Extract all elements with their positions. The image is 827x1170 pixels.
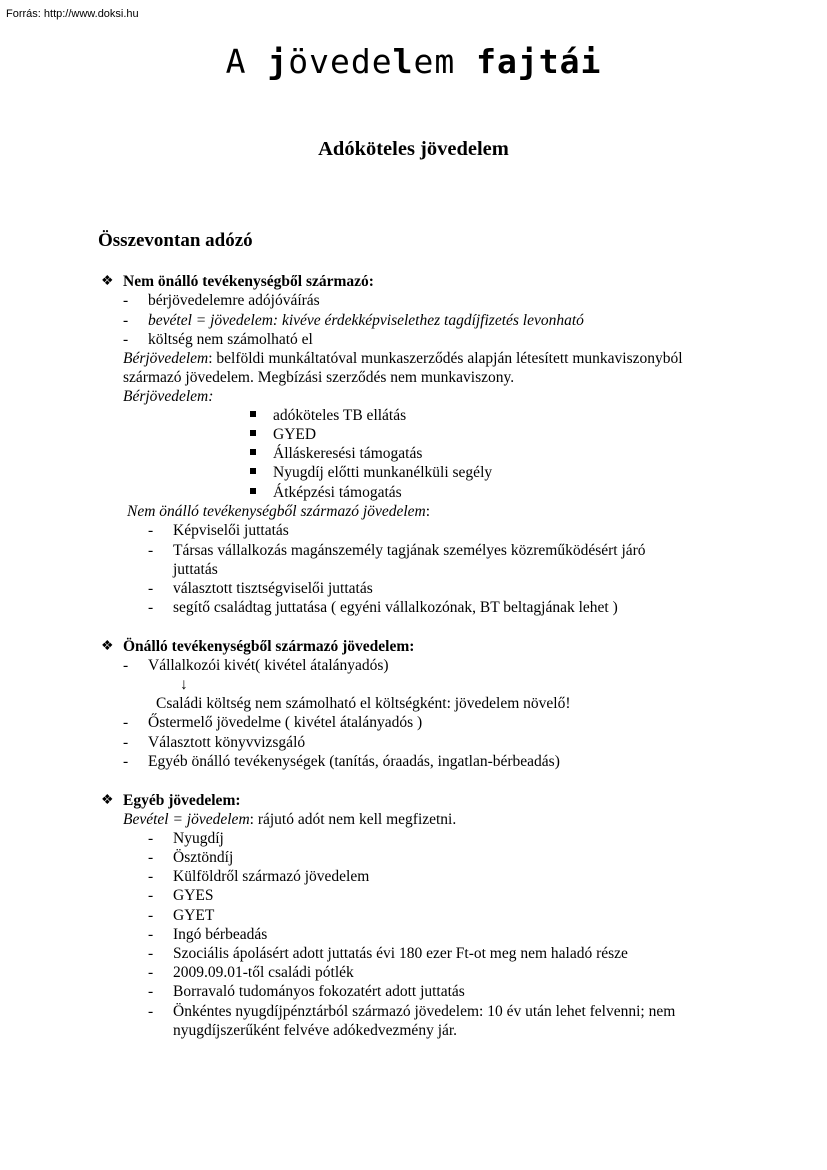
list-item: Ösztöndíj: [173, 849, 234, 866]
title-part: ö: [288, 42, 310, 81]
list-item: Ingó bérbeadás: [173, 926, 268, 943]
list-item: GYED: [273, 426, 317, 443]
dash: -: [123, 312, 129, 329]
dash: -: [123, 657, 129, 674]
dash: -: [148, 964, 154, 981]
dash: -: [123, 292, 129, 309]
square-bullet-icon: [250, 488, 256, 494]
list-item: Egyéb önálló tevékenységek (tanítás, óraadás, ingatlan-bérbeadás): [148, 753, 560, 770]
list-item: Szociális ápolásért adott juttatás évi 180 ezer Ft-ot meg nem haladó része: [173, 945, 628, 962]
list-item: választott tisztségviselői juttatás: [173, 580, 373, 597]
dash: -: [148, 599, 154, 616]
list-item: Választott könyvvizsgáló: [148, 734, 306, 751]
dash: -: [123, 714, 129, 731]
diamond-bullet-icon: ❖: [101, 274, 114, 289]
section-heading: Összevontan adózó: [98, 230, 253, 251]
title-part: A: [225, 42, 268, 81]
down-arrow-icon: ↓: [180, 676, 188, 693]
definition-text: : belföldi munkáltatóval munkaszerződés alapján létesített munkaviszonyból: [208, 350, 683, 367]
diamond-bullet-icon: ❖: [101, 639, 114, 654]
list-item: Átképzési támogatás: [273, 484, 402, 501]
source-label: Forrás: http://www.doksi.hu: [6, 8, 139, 20]
dash: -: [123, 734, 129, 751]
s3-heading: Egyéb jövedelem:: [123, 792, 241, 809]
dash: -: [148, 887, 154, 904]
s2-heading: Önálló tevékenységből származó jövedelem:: [123, 638, 415, 655]
dash: -: [148, 945, 154, 962]
list-item: GYES: [173, 887, 214, 904]
title-part: em: [413, 42, 477, 81]
list-item: Képviselői juttatás: [173, 522, 289, 539]
diamond-bullet-icon: ❖: [101, 793, 114, 808]
nem-onallo-label: [127, 502, 430, 521]
dash: -: [148, 830, 154, 847]
dash: -: [148, 542, 154, 559]
list-item: GYET: [173, 907, 215, 924]
title-part: fajtái: [476, 42, 602, 81]
square-bullet-icon: [250, 411, 256, 417]
dash: -: [148, 907, 154, 924]
definition: [123, 810, 456, 829]
dash: -: [148, 580, 154, 597]
s1-heading: Nem önálló tevékenységből származó:: [123, 273, 374, 290]
colon: :: [425, 503, 431, 520]
dash: -: [148, 983, 154, 1000]
list-item: adóköteles TB ellátás: [273, 407, 407, 424]
dash: -: [148, 868, 154, 885]
list-item: Vállalkozói kivét( kivétel átalányadós): [148, 657, 389, 674]
note: Családi költség nem számolható el költségként: jövedelem növelő!: [156, 695, 571, 712]
subtitle: Adóköteles jövedelem: [318, 138, 509, 160]
list-item: segítő családtag juttatása ( egyéni vállalkozónak, BT beltagjának lehet ): [173, 599, 618, 616]
title-part: j: [267, 42, 289, 81]
list-item-cont: nyugdíjszerűként felvéve adókedvezmény jár.: [173, 1022, 458, 1039]
list-item: Társas vállalkozás magánszemély tagjának személyes közreműködésért járó: [173, 542, 646, 559]
dash: -: [123, 753, 129, 770]
definition-label: Bérjövedelem: [123, 350, 209, 367]
list-item: Borravaló tudományos fokozatért adott juttatás: [173, 983, 465, 1000]
title-part: vede: [309, 42, 393, 81]
square-bullet-icon: [250, 430, 256, 436]
dash: -: [148, 849, 154, 866]
dash: -: [148, 1003, 154, 1020]
list-item: 2009.09.01-től családi pótlék: [173, 964, 354, 981]
dash: -: [148, 522, 154, 539]
list-item: bevétel = jövedelem: kivéve érdekképviselethez tagdíjfizetés levonható: [148, 312, 584, 329]
list-item: Nyugdíj előtti munkanélküli segély: [273, 464, 493, 481]
definition-text: : rájutó adót nem kell megfizetni.: [249, 811, 457, 828]
page-title: [0, 42, 827, 81]
square-bullet-icon: [250, 449, 256, 455]
square-bullet-icon: [250, 468, 256, 474]
list-item: költség nem számolható el: [148, 331, 313, 348]
list-item: Nyugdíj: [173, 830, 224, 847]
list-item: Önkéntes nyugdíjpénztárból származó jövedelem: 10 év után lehet felvenni; nem: [173, 1003, 676, 1020]
dash: -: [123, 331, 129, 348]
list-item: Külföldről származó jövedelem: [173, 868, 370, 885]
berjovedelem-label: Bérjövedelem:: [123, 388, 214, 405]
list-item: Álláskeresési támogatás: [273, 445, 423, 462]
nem-onallo-text: Nem önálló tevékenységből származó jövedelem: [127, 503, 426, 520]
definition-cont: származó jövedelem. Megbízási szerződés nem munkaviszony.: [123, 369, 515, 386]
list-item: bérjövedelemre adójóváírás: [148, 292, 320, 309]
list-item-cont: juttatás: [173, 561, 218, 578]
definition-label: Bevétel = jövedelem: [123, 811, 250, 828]
dash: -: [148, 926, 154, 943]
list-item: Őstermelő jövedelme ( kivétel átalányadós ): [148, 714, 423, 731]
definition: [123, 349, 683, 368]
title-part: l: [392, 42, 414, 81]
